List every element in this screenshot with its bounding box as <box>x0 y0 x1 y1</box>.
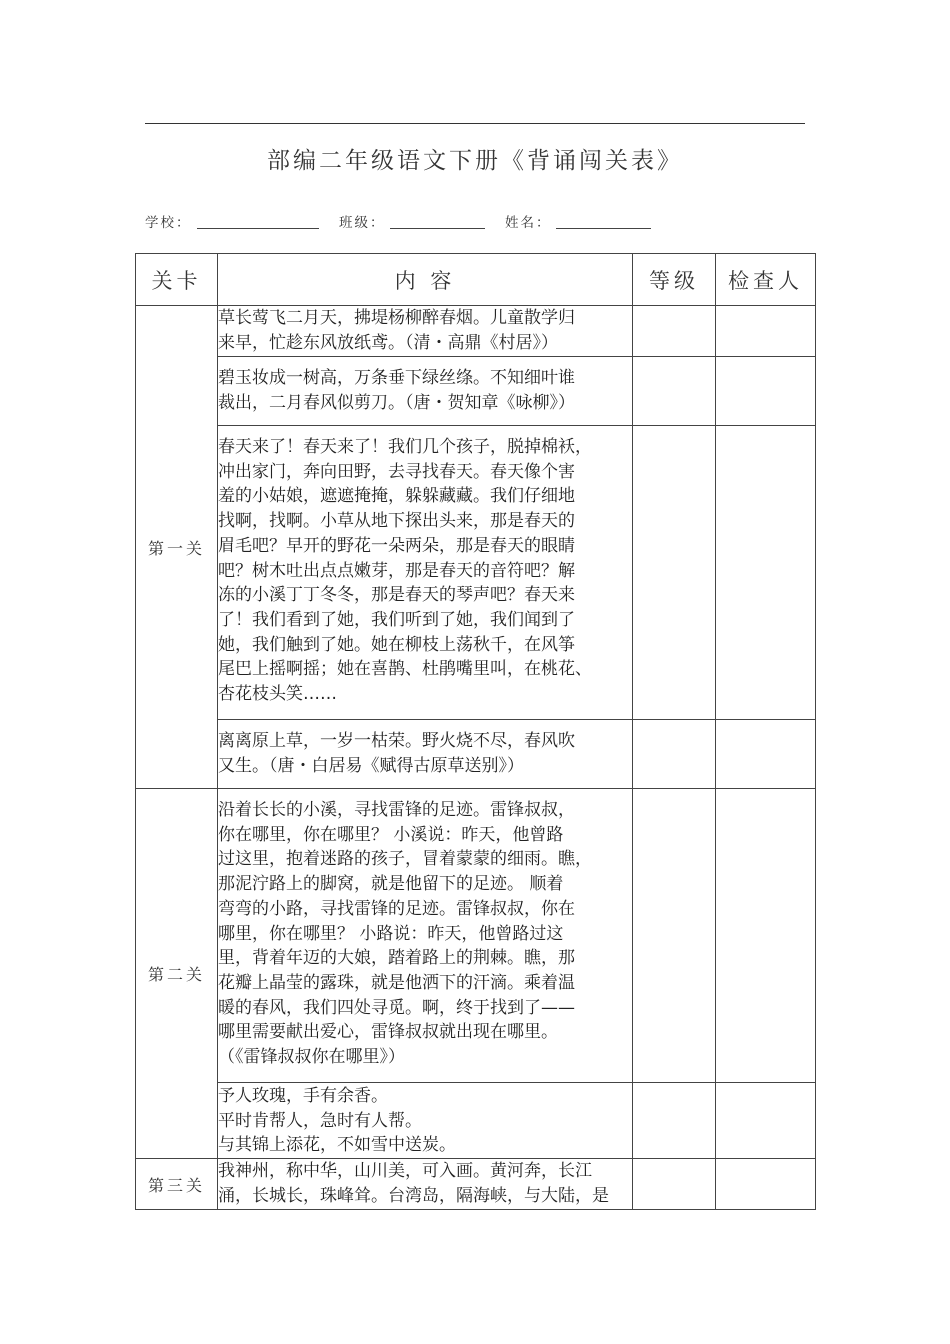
text-line: 那泥泞路上的脚窝，就是他留下的足迹。 顺着 <box>218 874 564 895</box>
content-cell <box>218 789 633 1083</box>
text-line: 草长莺飞二月天，拂堤杨柳醉春烟。儿童散学归 <box>218 308 575 328</box>
text-line: 离离原上草，一岁一枯荣。野火烧不尽，春风吹 <box>218 731 575 751</box>
text-line: 眉毛吧？早开的野花一朵两朵，那是春天的眼睛 <box>218 535 575 556</box>
recitation-table <box>135 253 816 1210</box>
text-line: 哪里需要献出爱心，雷锋叔叔就出现在哪里。 <box>218 1022 558 1043</box>
text-line: 来早，忙趁东风放纸鸢。（清・高鼎《村居》） <box>218 332 558 353</box>
header-level: 关卡 <box>136 254 218 306</box>
text-line: 平时肯帮人，急时有人帮。 <box>218 1110 422 1131</box>
text-line: 与其锦上添花，不如雪中送炭。 <box>218 1135 456 1156</box>
school-label: 学校： <box>145 215 192 231</box>
content-cell <box>218 720 633 789</box>
grade-cell[interactable] <box>633 789 716 1083</box>
grade-cell[interactable] <box>633 306 716 357</box>
checker-cell[interactable] <box>716 306 816 357</box>
page-title: 部编二年级语文下册《背诵闯关表》 <box>267 148 683 174</box>
top-rule <box>145 123 805 124</box>
grade-cell[interactable] <box>633 1083 716 1159</box>
table-row <box>136 1159 816 1210</box>
header-row <box>136 254 816 306</box>
text-line: 予人玫瑰，手有余香。 <box>218 1086 388 1106</box>
class-field[interactable] <box>390 228 485 229</box>
header-content: 内 容 <box>218 254 633 306</box>
table-row <box>136 1083 816 1159</box>
table-row <box>136 426 816 720</box>
text-line: 春天来了！春天来了！我们几个孩子，脱掉棉袄， <box>218 437 592 457</box>
text-line: 哪里，你在哪里？ 小路说：昨天，他曾路过这 <box>218 923 564 944</box>
grade-cell[interactable] <box>633 1159 716 1210</box>
text-line: 你在哪里，你在哪里？ 小溪说：昨天，他曾路 <box>218 824 564 845</box>
text-line: 沿着长长的小溪，寻找雷锋的足迹。雷锋叔叔， <box>218 800 575 820</box>
table-row <box>136 357 816 426</box>
header-grade: 等级 <box>633 254 716 306</box>
text-line: 我神州，称中华，山川美，可入画。黄河奔，长江 <box>218 1161 592 1182</box>
level-3-cell: 第三关 <box>136 1159 218 1210</box>
table-row <box>136 789 816 1083</box>
text-line: 碧玉妆成一树高，万条垂下绿丝绦。不知细叶谁 <box>218 368 575 388</box>
text-line: 冲出家门，奔向田野，去寻找春天。春天像个害 <box>218 461 575 482</box>
text-line: 花瓣上晶莹的露珠，就是他洒下的汗滴。乘着温 <box>218 972 575 993</box>
text-line: （《雷锋叔叔你在哪里》） <box>218 1047 405 1068</box>
name-label: 姓名： <box>505 215 552 231</box>
text-line: 涌，长城长，珠峰耸。台湾岛，隔海峡，与大陆，是 <box>218 1185 609 1206</box>
content-cell <box>218 1083 633 1159</box>
grade-cell[interactable] <box>633 426 716 720</box>
class-label: 班级： <box>339 215 386 231</box>
text-line: 吧？树木吐出点点嫩芽，那是春天的音符吧？解 <box>218 560 575 581</box>
text-line: 杏花枝头笑…… <box>218 684 337 705</box>
text-line: 了！我们看到了她，我们听到了她，我们闻到了 <box>218 609 575 630</box>
student-info <box>0 211 950 233</box>
checker-cell[interactable] <box>716 426 816 720</box>
content-cell <box>218 1159 633 1210</box>
checker-cell[interactable] <box>716 357 816 426</box>
text-line: 过这里，抱着迷路的孩子，冒着蒙蒙的细雨。瞧， <box>218 849 592 870</box>
school-field[interactable] <box>197 228 319 229</box>
grade-cell[interactable] <box>633 720 716 789</box>
level-1-cell: 第一关 <box>136 306 218 789</box>
text-line: 尾巴上摇啊摇；她在喜鹊、杜鹃嘴里叫，在桃花、 <box>218 659 592 680</box>
name-field[interactable] <box>556 228 651 229</box>
checker-cell[interactable] <box>716 1083 816 1159</box>
text-line: 裁出，二月春风似剪刀。（唐・贺知章《咏柳》） <box>218 392 575 413</box>
text-line: 她，我们触到了她。她在柳枝上荡秋千，在风筝 <box>218 634 575 655</box>
text-line: 弯弯的小路，寻找雷锋的足迹。雷锋叔叔，你在 <box>218 898 575 919</box>
table-row <box>136 306 816 357</box>
checker-cell[interactable] <box>716 1159 816 1210</box>
level-2-cell: 第二关 <box>136 789 218 1159</box>
header-checker: 检查人 <box>716 254 816 306</box>
text-line: 羞的小姑娘，遮遮掩掩，躲躲藏藏。我们仔细地 <box>218 486 575 507</box>
checker-cell[interactable] <box>716 720 816 789</box>
text-line: 冻的小溪丁丁冬冬，那是春天的琴声吧？春天来 <box>218 585 575 606</box>
checker-cell[interactable] <box>716 789 816 1083</box>
text-line: 又生。（唐・白居易《赋得古原草送别》） <box>218 755 524 776</box>
content-cell <box>218 306 633 357</box>
table-row <box>136 720 816 789</box>
text-line: 找啊，找啊。小草从地下探出头来，那是春天的 <box>218 511 575 532</box>
text-line: 里，背着年迈的大娘，踏着路上的荆棘。瞧，那 <box>218 948 575 969</box>
content-cell <box>218 357 633 426</box>
text-line: 暖的春风，我们四处寻觅。啊，终于找到了—— <box>218 997 575 1018</box>
grade-cell[interactable] <box>633 357 716 426</box>
content-cell <box>218 426 633 720</box>
